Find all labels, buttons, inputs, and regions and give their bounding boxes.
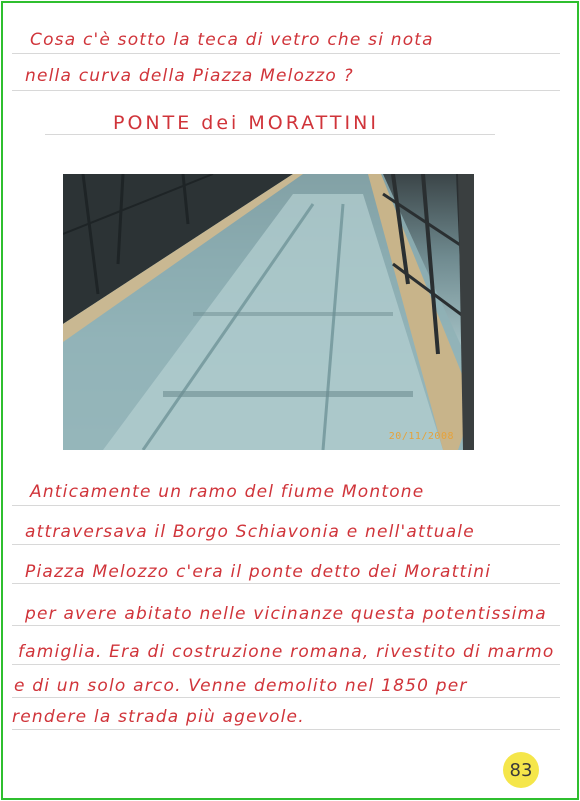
bridge-photo bbox=[63, 174, 474, 450]
body-line-7: rendere la strada più agevole. bbox=[12, 707, 305, 727]
ruled-line bbox=[12, 625, 560, 626]
body-line-2: attraversava il Borgo Schiavonia e nell'attuale bbox=[25, 522, 475, 542]
body-line-5: famiglia. Era di costruzione romana, rivestito di marmo bbox=[18, 642, 555, 662]
question-line-2: nella curva della Piazza Melozzo ? bbox=[25, 66, 354, 86]
body-line-4: per avere abitato nelle vicinanze questa potentissima bbox=[25, 604, 547, 624]
ruled-line bbox=[12, 729, 560, 730]
photo-date-stamp: 20/11/2008 bbox=[388, 431, 454, 442]
ruled-line bbox=[12, 544, 560, 545]
question-line-1: Cosa c'è sotto la teca di vetro che si nota bbox=[30, 30, 434, 50]
body-line-1: Anticamente un ramo del fiume Montone bbox=[30, 482, 425, 502]
ruled-line bbox=[12, 697, 560, 698]
body-line-3: Piazza Melozzo c'era il ponte detto dei Morattini bbox=[25, 562, 492, 582]
ruled-line bbox=[12, 53, 560, 54]
bridge-photo-illustration bbox=[63, 174, 474, 450]
page-title: PONTE dei MORATTINI bbox=[113, 112, 379, 134]
ruled-line bbox=[12, 583, 560, 584]
ruled-line bbox=[12, 505, 560, 506]
page-number-badge: 83 bbox=[503, 752, 539, 788]
ruled-line bbox=[12, 664, 560, 665]
ruled-line bbox=[45, 134, 495, 135]
body-line-6: e di un solo arco. Venne demolito nel 1850 per bbox=[14, 676, 468, 696]
ruled-line bbox=[12, 90, 560, 91]
